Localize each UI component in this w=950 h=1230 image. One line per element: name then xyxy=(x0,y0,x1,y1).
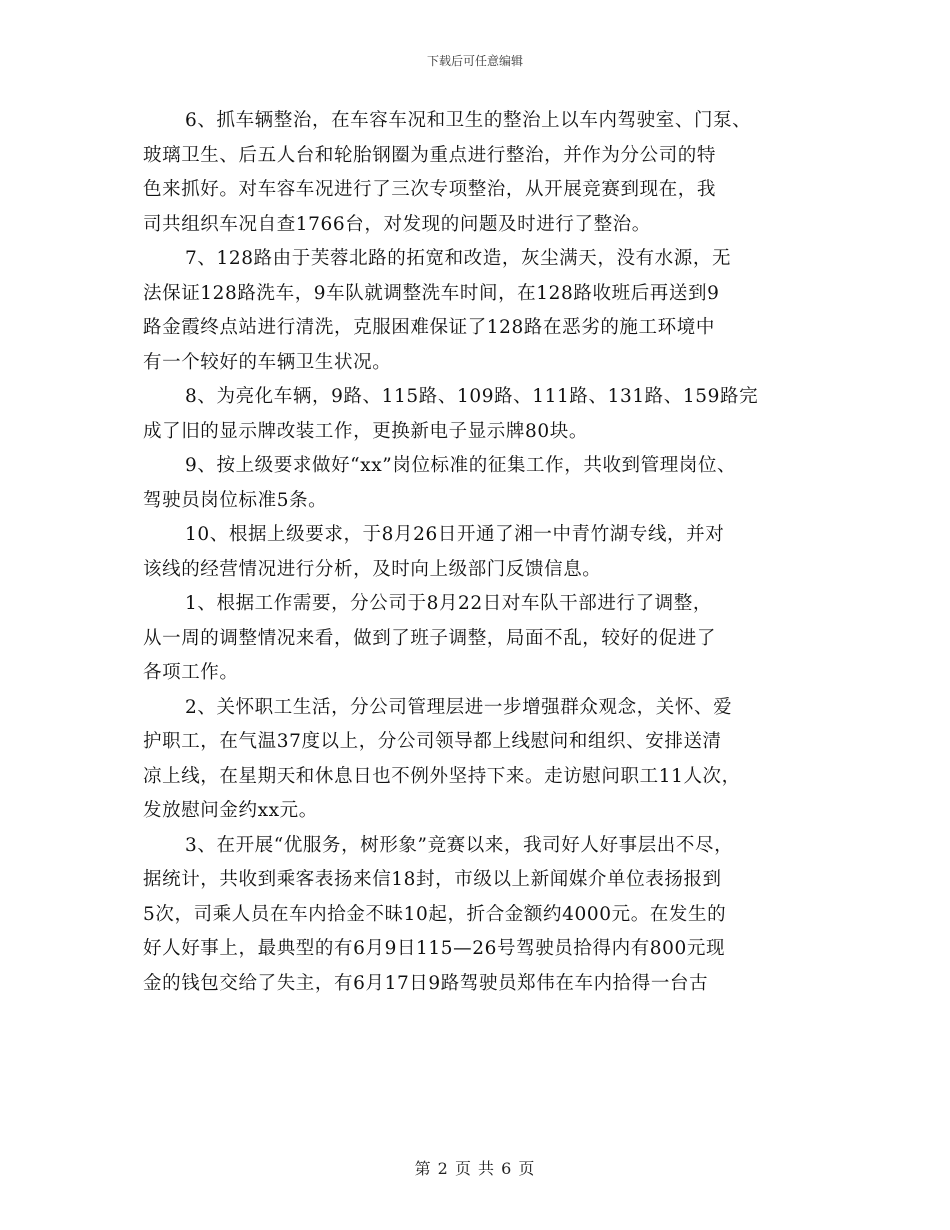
paragraph-line: 据统计，共收到乘客表扬来信18封，市级以上新闻媒介单位表扬报到 xyxy=(143,869,722,890)
paragraph-item-3 xyxy=(143,829,815,1002)
paragraph-item-10 xyxy=(143,518,815,587)
paragraph-line: 6、抓车辆整治，在车容车况和卫生的整治上以车内驾驶室、门泵、 xyxy=(185,110,752,131)
paragraph-line: 好人好事上，最典型的有6月9日115—26号驾驶员拾得内有800元现 xyxy=(143,938,726,959)
paragraph-item-6 xyxy=(143,104,815,242)
paragraph-line: 法保证128路洗车，9车队就调整洗车时间，在128路收班后再送到9 xyxy=(143,282,720,304)
paragraph-line: 2、关怀职工生活，分公司管理层进一步增强群众观念，关怀、爱 xyxy=(185,696,733,718)
paragraph-line: 成了旧的显示牌改装工作，更换新电子显示牌80块。 xyxy=(143,420,588,442)
paragraph-line: 1、根据工作需要，分公司于8月22日对车队干部进行了调整， xyxy=(185,593,712,614)
paragraph-line: 8、为亮化车辆，9路、115路、109路、111路、131路、159路完 xyxy=(185,386,759,407)
paragraph-line: 各项工作。 xyxy=(143,662,239,683)
paragraph-line: 该线的经营情况进行分析，及时向上级部门反馈信息。 xyxy=(143,558,602,580)
paragraph-item-7 xyxy=(143,242,815,380)
paragraph-line: 玻璃卫生、后五人台和轮胎钢圈为重点进行整治，并作为分公司的特 xyxy=(143,144,717,166)
paragraph-item-9 xyxy=(143,449,815,518)
paragraph-line: 发放慰问金约xx元。 xyxy=(143,800,318,821)
paragraph-item-8 xyxy=(143,380,815,449)
paragraph-line: 司共组织车况自查1766台，对发现的问题及时进行了整治。 xyxy=(143,213,651,235)
paragraph-line: 9、按上级要求做好“xx”岗位标准的征集工作，共收到管理岗位、 xyxy=(185,455,737,476)
paragraph-line: 5次，司乘人员在车内拾金不昧10起，折合金额约4000元。在发生的 xyxy=(143,903,727,925)
paragraph-line: 3、在开展“优服务，树形象”竞赛以来，我司好人好事层出不尽， xyxy=(185,834,734,856)
paragraph-line: 驾驶员岗位标准5条。 xyxy=(143,489,328,511)
paragraph-item-2 xyxy=(143,691,815,829)
paragraph-line: 凉上线，在星期天和休息日也不例外坚持下来。走访慰问职工11人次， xyxy=(143,765,741,787)
paragraph-line: 7、128路由于芙蓉北路的拓宽和改造，灰尘满天，没有水源，无 xyxy=(185,248,732,269)
paragraph-line: 从一周的调整情况来看，做到了班子调整，局面不乱，较好的促进了 xyxy=(143,627,717,649)
paragraph-line: 10、根据上级要求，于8月26日开通了湘一中青竹湖专线，并对 xyxy=(185,524,725,545)
paragraph-line: 金的钱包交给了失主，有6月17日9路驾驶员郑伟在车内拾得一台古 xyxy=(143,972,709,994)
paragraph-line: 护职工，在气温37度以上，分公司领导都上线慰问和组织、安排送清 xyxy=(143,731,722,752)
paragraph-item-1 xyxy=(143,587,815,691)
paragraph-line: 路金霞终点站进行清洗，克服困难保证了128路在恶劣的施工环境中 xyxy=(143,317,715,338)
document-body xyxy=(143,104,815,1001)
page-header: 下载后可任意编辑 xyxy=(426,54,523,68)
paragraph-line: 色来抓好。对车容车况进行了三次专项整治，从开展竞赛到现在，我 xyxy=(143,179,717,200)
page-footer-page-number: 第 2 页 共 6 页 xyxy=(414,1159,536,1178)
paragraph-line: 有一个较好的车辆卫生状况。 xyxy=(143,351,392,373)
